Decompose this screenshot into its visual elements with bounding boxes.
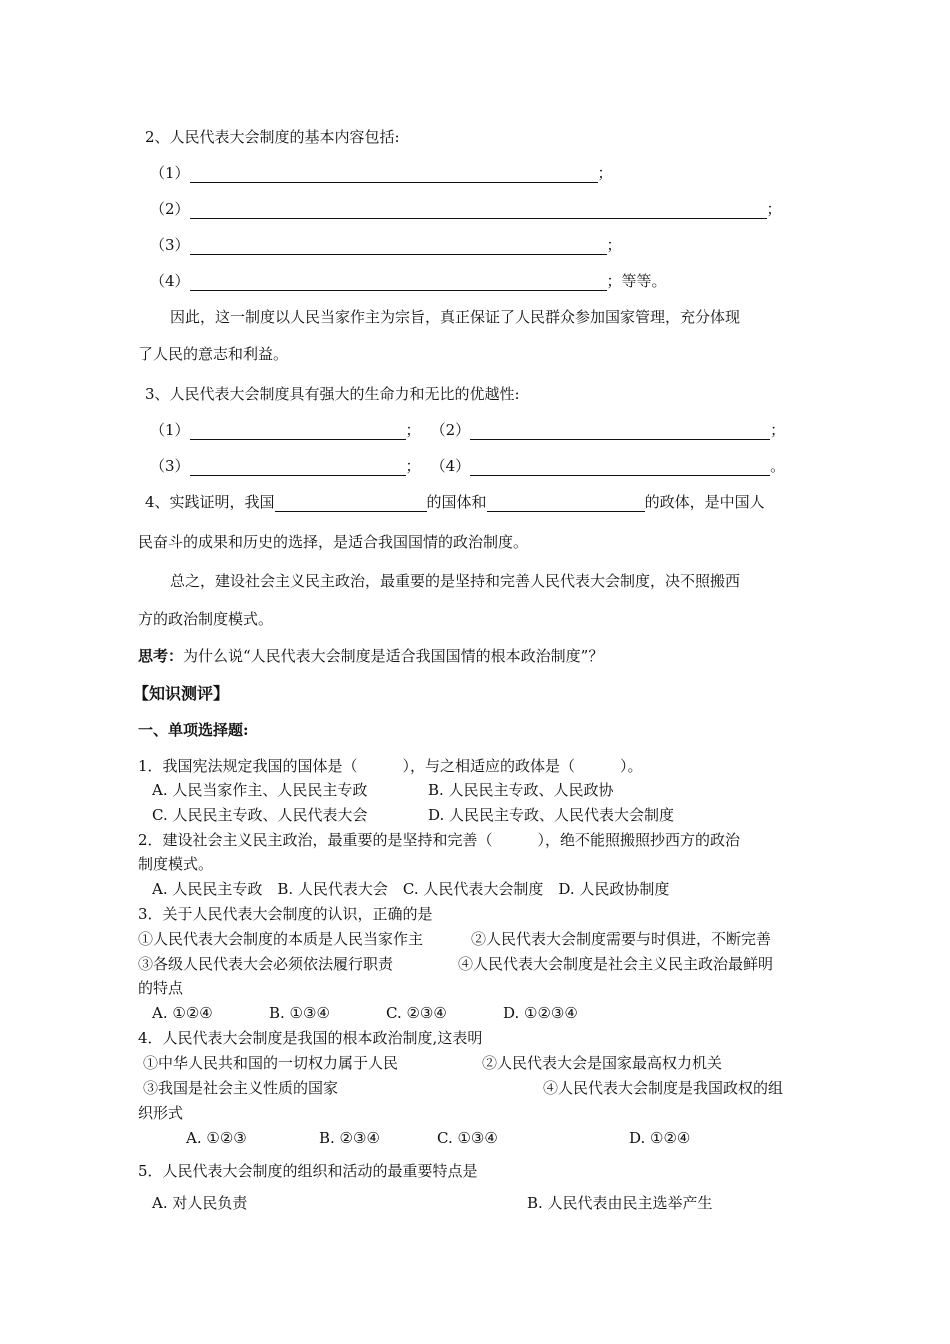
q1-option-d: D. 人民民主专政、人民代表大会制度 xyxy=(428,806,675,824)
s3-item-3-end: ； xyxy=(405,457,421,475)
s4-text-c: 的政体，是中国人 xyxy=(644,493,765,511)
q3-option-d: D. ①②③④ xyxy=(503,1004,578,1022)
s3-item-3-num: （3） xyxy=(150,457,190,475)
s2-title: 2、人民代表大会制度的基本内容包括: xyxy=(145,128,400,146)
s2-blank-2[interactable] xyxy=(190,202,767,219)
s4-line2: 民奋斗的成果和历史的选择，是适合我国国情的政治制度。 xyxy=(138,533,529,551)
s3-item-1-end: ； xyxy=(405,421,421,439)
q2-stem-line2: 制度模式。 xyxy=(138,855,214,873)
q3-statement-4-cont: 的特点 xyxy=(138,979,184,997)
q4-statement-3: ③我国是社会主义性质的国家 xyxy=(143,1079,339,1097)
s2-item-3-num: （3） xyxy=(150,236,190,254)
q3-option-c: C. ②③④ xyxy=(386,1004,447,1022)
s4-para-line2: 方的政治制度模式。 xyxy=(138,610,274,628)
q3-statement-2: ②人民代表大会制度需要与时俱进，不断完善 xyxy=(471,930,772,948)
s3-blank-2[interactable] xyxy=(470,423,770,440)
s4-para-line1: 总之，建设社会主义民主政治，最重要的是坚持和完善人民代表大会制度，决不照搬西 xyxy=(170,572,741,590)
s3-item-4-num: （4） xyxy=(430,457,471,475)
q4-statement-2: ②人民代表大会是国家最高权力机关 xyxy=(482,1054,723,1072)
s2-item-3-end: ； xyxy=(606,236,622,254)
q1-option-b: B. 人民民主专政、人民政协 xyxy=(428,781,614,799)
q4-stem: 4．人民代表大会制度是我国的根本政治制度,这表明 xyxy=(138,1029,483,1047)
s4-blank-2[interactable] xyxy=(487,495,645,512)
s4-blank-1[interactable] xyxy=(275,495,427,512)
s3-item-2-num: （2） xyxy=(430,421,471,439)
q4-option-b: B. ②③④ xyxy=(319,1129,380,1147)
s2-item-1-num: （1） xyxy=(150,164,190,182)
s2-item-2-end: ； xyxy=(766,200,782,218)
q1-stem: 1．我国宪法规定我国的国体是（ ），与之相适应的政体是（ ）。 xyxy=(138,757,643,775)
s2-item-4-end: ；等等。 xyxy=(606,272,667,290)
s3-title: 3、人民代表大会制度具有强大的生命力和无比的优越性: xyxy=(145,385,520,403)
think-text: 为什么说“人民代表大会制度是适合我国国情的根本政治制度”？ xyxy=(183,647,604,665)
think-label: 思考： xyxy=(138,647,184,665)
s3-row-2 xyxy=(150,456,785,476)
s2-item-2 xyxy=(150,199,782,219)
s2-blank-4[interactable] xyxy=(190,274,607,291)
section-heading: 【知识测评】 xyxy=(133,684,230,703)
q3-option-b: B. ①③④ xyxy=(269,1004,330,1022)
s3-item-4-end: 。 xyxy=(770,457,786,475)
q3-statement-3: ③各级人民代表大会必须依法履行职责 xyxy=(138,955,394,973)
think-line xyxy=(138,646,603,666)
q4-option-a: A. ①②③ xyxy=(186,1129,247,1147)
q5-option-a: A. 对人民负责 xyxy=(152,1194,248,1212)
s3-blank-3[interactable] xyxy=(190,459,406,476)
q3-stem: 3．关于人民代表大会制度的认识，正确的是 xyxy=(138,905,433,923)
q1-option-a: A. 人民当家作主、人民民主专政 xyxy=(152,781,368,799)
q4-option-c: C. ①③④ xyxy=(437,1129,498,1147)
q3-option-a: A. ①②④ xyxy=(152,1004,213,1022)
q3-statement-4: ④人民代表大会制度是社会主义民主政治最鲜明 xyxy=(458,955,774,973)
s3-item-1-num: （1） xyxy=(150,421,190,439)
q5-stem: 5．人民代表大会制度的组织和活动的最重要特点是 xyxy=(138,1162,478,1180)
q5-option-b: B. 人民代表由民主选举产生 xyxy=(527,1194,713,1212)
q2-stem-line1: 2．建设社会主义民主政治，最重要的是坚持和完善（ ），绝不能照搬照抄西方的政治 xyxy=(138,831,741,849)
s3-blank-4[interactable] xyxy=(470,459,770,476)
q1-option-c: C. 人民民主专政、人民代表大会 xyxy=(152,806,368,824)
q4-statement-4: ④人民代表大会制度是我国政权的组 xyxy=(543,1079,784,1097)
s4-text-a: 4、实践证明，我国 xyxy=(145,493,275,511)
q2-options: A. 人民民主专政 B. 人民代表大会 C. 人民代表大会制度 D. 人民政协制度 xyxy=(152,880,670,898)
s2-item-1 xyxy=(150,163,613,183)
section1-title: 一、单项选择题: xyxy=(138,721,249,739)
s3-blank-1[interactable] xyxy=(190,423,406,440)
s2-item-1-end: ； xyxy=(597,164,613,182)
s4-line1 xyxy=(145,492,765,512)
s2-blank-3[interactable] xyxy=(190,238,607,255)
s2-para-line2: 了人民的意志和利益。 xyxy=(138,345,289,363)
s2-blank-1[interactable] xyxy=(190,166,598,183)
q4-option-d: D. ①②④ xyxy=(629,1129,691,1147)
q4-statement-1: ①中华人民共和国的一切权力属于人民 xyxy=(143,1054,399,1072)
s3-item-2-end: ； xyxy=(770,421,786,439)
s2-item-2-num: （2） xyxy=(150,200,190,218)
q3-statement-1: ①人民代表大会制度的本质是人民当家作主 xyxy=(138,930,424,948)
s2-para-line1: 因此，这一制度以人民当家作主为宗旨，真正保证了人民群众参加国家管理，充分体现 xyxy=(170,308,741,326)
s3-row-1 xyxy=(150,420,785,440)
s2-item-4-num: （4） xyxy=(150,272,190,290)
s2-item-3 xyxy=(150,235,622,255)
q4-statement-4-cont: 织形式 xyxy=(138,1104,184,1122)
s4-text-b: 的国体和 xyxy=(426,493,487,511)
s2-item-4 xyxy=(150,271,667,291)
